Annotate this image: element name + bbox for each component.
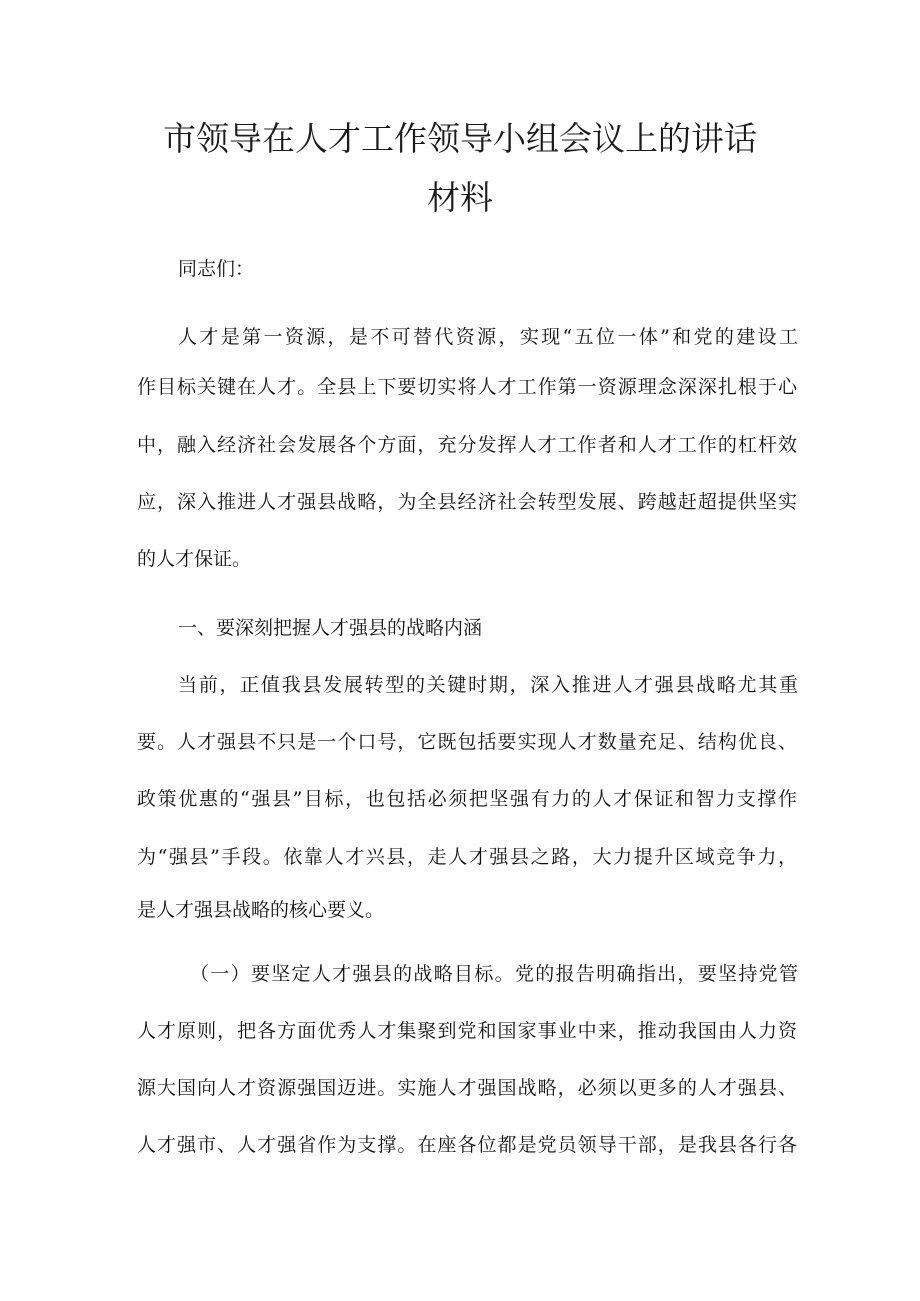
paragraph-1-line-1: 人才是第一资源，是不可替代资源，实现“五位一体”和党的建设工 bbox=[178, 326, 798, 348]
paragraph-1-line-5: 的人才保证。 bbox=[137, 548, 252, 570]
document-title-line-2: 材料 bbox=[427, 178, 493, 217]
paragraph-3-line-2: 人才原则，把各方面优秀人才集聚到党和国家事业中来，推动我国由人力资 bbox=[137, 1020, 797, 1042]
paragraph-3-line-1: （一）要坚定人才强县的战略目标。党的报告明确指出，要坚持党管 bbox=[190, 963, 798, 985]
paragraph-2-line-1: 当前，正值我县发展转型的关键时期，深入推进人才强县战略尤其重 bbox=[178, 674, 798, 696]
paragraph-3-line-4: 人才强市、人才强省作为支撑。在座各位都是党员领导干部，是我县各行各 bbox=[137, 1134, 797, 1156]
paragraph-3-line-3: 源大国向人才资源强国迈进。实施人才强国战略，必须以更多的人才强县、 bbox=[137, 1077, 797, 1099]
salutation: 同志们： bbox=[178, 258, 255, 280]
paragraph-2-line-5: 是人才强县战略的核心要义。 bbox=[137, 899, 385, 921]
paragraph-1-line-4: 应，深入推进人才强县战略，为全县经济社会转型发展、跨越赶超提供坚实 bbox=[137, 491, 797, 513]
section-heading-1: 一、要深刻把握人才强县的战略内涵 bbox=[178, 617, 483, 639]
paragraph-1-line-3: 中，融入经济社会发展各个方面，充分发挥人才工作者和人才工作的杠杆效 bbox=[137, 434, 797, 456]
paragraph-2-line-4: 为“强县”手段。依靠人才兴县，走人才强县之路，大力提升区域竞争力， bbox=[137, 846, 797, 868]
document-title-line-1: 市领导在人才工作领导小组会议上的讲话 bbox=[163, 119, 757, 158]
paragraph-2-line-2: 要。人才强县不只是一个口号，它既包括要实现人才数量充足、结构优良、 bbox=[137, 731, 797, 753]
paragraph-1-line-2: 作目标关键在人才。全县上下要切实将人才工作第一资源理念深深扎根于心 bbox=[137, 376, 797, 398]
paragraph-2-line-3: 政策优惠的“强县”目标，也包括必须把坚强有力的人才保证和智力支撑作 bbox=[137, 788, 797, 810]
